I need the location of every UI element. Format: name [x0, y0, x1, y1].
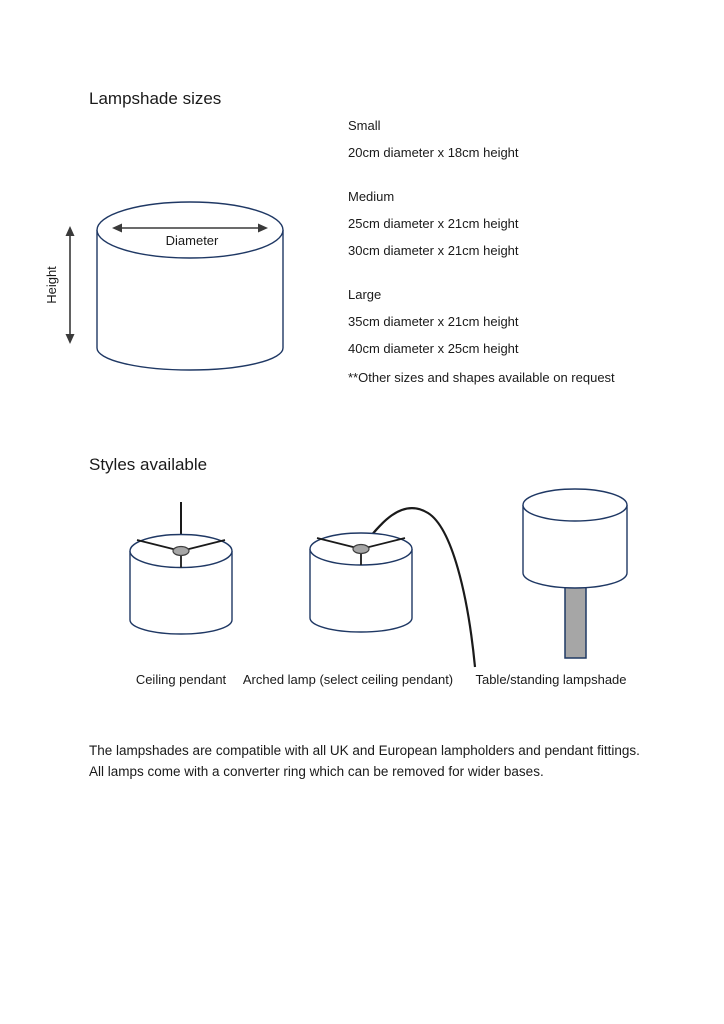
size-line: 35cm diameter x 21cm height [348, 314, 519, 329]
style-label-ceiling-pendant: Ceiling pendant [135, 672, 227, 687]
styles-diagrams [90, 485, 700, 671]
compatibility-line: All lamps come with a converter ring which can be removed for wider bases. [89, 764, 544, 779]
table-lamp-diagram [523, 489, 627, 658]
size-line: 20cm diameter x 18cm height [348, 145, 519, 160]
size-name: Medium [348, 189, 395, 204]
sizes-list [348, 112, 668, 391]
lamp-pole [565, 580, 586, 658]
compatibility-note [89, 740, 654, 782]
height-label: Height [44, 266, 59, 304]
arched-lamp-diagram [310, 508, 475, 667]
size-name: Large [348, 287, 382, 302]
size-line: 30cm diameter x 21cm height [348, 243, 519, 258]
size-group-medium [348, 183, 668, 264]
cylinder-top [523, 489, 627, 521]
cylinder-top [97, 202, 283, 258]
style-label-table-standing: Table/standing lampshade [475, 672, 627, 687]
lampshade-size-diagram [40, 195, 302, 383]
size-name: Small [348, 118, 381, 133]
compatibility-line: The lampshades are compatible with all UK and European lampholders and pendant fittings. [89, 743, 640, 758]
diameter-label: Diameter [165, 233, 219, 248]
page-title: Lampshade sizes [89, 89, 222, 108]
size-group-large [348, 281, 668, 362]
size-group-small [348, 112, 668, 166]
height-arrow [66, 226, 75, 344]
size-line: 25cm diameter x 21cm height [348, 216, 519, 231]
sizes-note: **Other sizes and shapes available on request [348, 370, 615, 385]
pendant-hub [173, 547, 189, 556]
style-label-arched-lamp: Arched lamp (select ceiling pendant) [242, 672, 454, 687]
styles-heading: Styles available [89, 455, 208, 474]
size-line: 40cm diameter x 25cm height [348, 341, 519, 356]
pendant-hub [353, 545, 369, 554]
ceiling-pendant-diagram [130, 502, 232, 634]
